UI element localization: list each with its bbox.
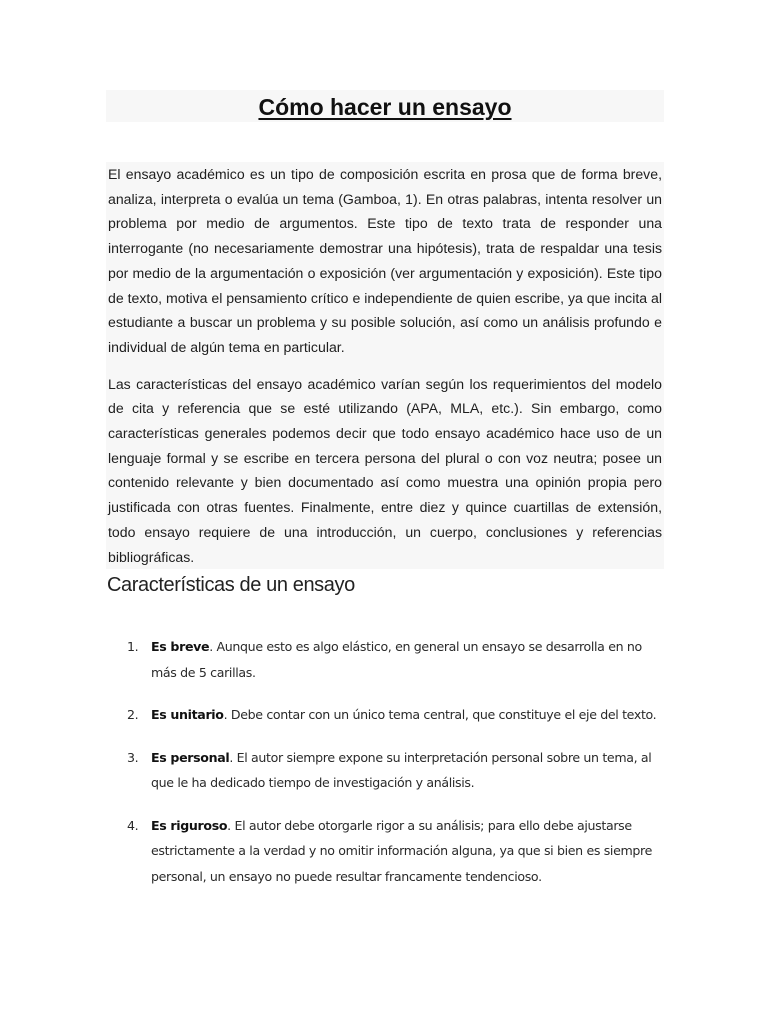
feature-description: . Debe contar con un único tema central, que constituye el eje del texto. [223,707,657,722]
list-item [127,634,667,685]
list-item [127,745,667,796]
paragraph-characteristics: Las características del ensayo académico varían según los requerimientos del modelo de cita y referencia que se esté utilizando (APA, MLA, etc.). Sin embargo, como características generales podemos decir que todo ensayo académico hace uso de un lenguaje formal y se escribe en tercera persona del plural o con voz neutra; posee un contenido relevante y bien documentado así como muestra una opinión propia pero justificada con otras fuentes. Finalmente, entre diez y quince cuartillas de extensión, todo ensayo requiere de una introducción, un cuerpo, conclusiones y referencias bibliográficas. [108,375,662,565]
list-number: 3. [127,749,139,765]
section-heading: Características de un ensayo [107,574,355,596]
feature-term: Es unitario [151,707,224,722]
list-number: 2. [127,707,139,722]
features-list [127,634,667,906]
document-title: Cómo hacer un ensayo [258,94,512,120]
feature-term: Es breve [151,639,210,654]
feature-term: Es riguroso [151,817,228,833]
feature-term: Es personal [151,749,230,765]
list-number: 4. [127,817,139,833]
list-item [127,702,667,728]
paragraph-definition: El ensayo académico es un tipo de composición escrita en prosa que de forma breve, analiza, interpreta o evalúa un tema (Gamboa, 1). En otras palabras, intenta resolver un problema por medio de argumentos. Este tipo de texto trata de responder una interrogante (no necesariamente demostrar una hipótesis), trata de respaldar una tesis por medio de la argumentación o exposición (ver argumentación y exposición). Este tipo de texto, motiva el pensamiento crítico e independiente de quien escribe, ya que incita al estudiante a buscar un problema y su posible solución, así como un análisis profundo e individual de algún tema en particular. [108,166,662,355]
intro-section [106,162,664,569]
feature-description: . El autor debe otorgarle rigor a su análisis; para ello debe ajustarse estrictamente a la verdad y no omitir información alguna, ya que si bien es siempre personal, un ensayo no puede resultar francamente tendencioso. [151,817,652,884]
list-number: 1. [127,639,139,654]
list-item [127,813,667,890]
feature-description: . Aunque esto es algo elástico, en general un ensayo se desarrolla en no más de 5 carillas. [151,639,642,680]
feature-description: . El autor siempre expone su interpretación personal sobre un tema, al que le ha dedicado tiempo de investigación y análisis. [151,749,652,790]
